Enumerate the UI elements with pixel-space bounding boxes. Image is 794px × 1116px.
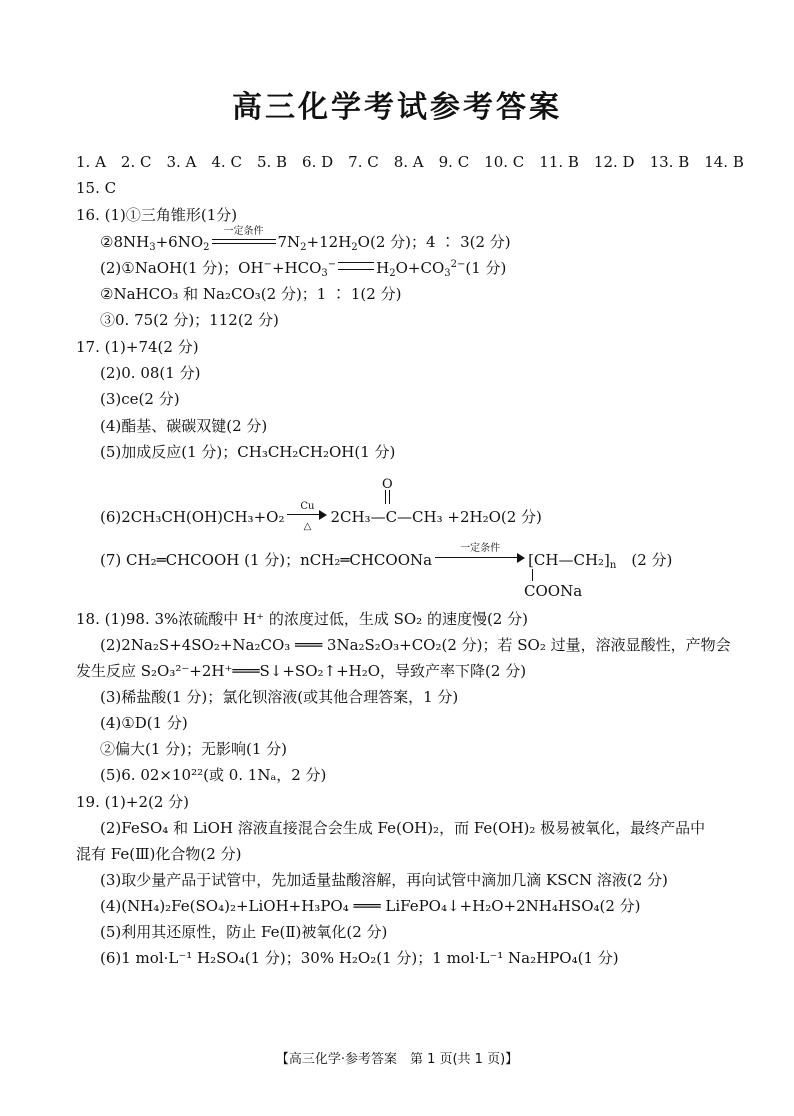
polymerisation-arrow: 一定条件 <box>435 551 525 563</box>
q16-line-5: ③0. 75(2 分)；112(2 分) <box>100 311 279 329</box>
q17-line-7: (7) CH₂═CHCOOH (1 分)；nCH₂═CHCOONa 一定条件 $[CH—CH_2]_n$ (2 分) <box>100 543 673 571</box>
q19-line-3: 混有 Fe(Ⅲ)化合物(2 分) <box>76 845 242 863</box>
q17-line-5: (5)加成反应(1 分)；CH₃CH₂CH₂OH(1 分) <box>100 443 396 461</box>
ketone-double-bond-right <box>389 490 390 504</box>
q19-line-1: 19. (1)+2(2 分) <box>76 793 189 811</box>
q19-line-2: (2)FeSO₄ 和 LiOH 溶液直接混合会生成 Fe(OH)₂，而 Fe(OH)₂ 极易被氧化，最终产品中 <box>100 819 706 837</box>
q19-line-7: (6)1 mol·L⁻¹ H₂SO₄(1 分)；30% H₂O₂(1 分)；1 mol·L⁻¹ Na₂HPO₄(1 分) <box>100 949 619 967</box>
mc-answers-line-2: 15. C <box>76 179 117 197</box>
q17-line-2: (2)0. 08(1 分) <box>100 364 201 382</box>
equals-sign <box>338 262 374 270</box>
ketone-double-bond-left <box>385 490 386 504</box>
ketone-oxygen-label: O <box>382 477 393 492</box>
q18-line-6: ②偏大(1 分)；无影响(1 分) <box>100 740 288 758</box>
side-chain-bond <box>532 569 533 581</box>
q19-line-5: (4)(NH₄)₂Fe(SO₄)₂+LiOH+H₃PO₄ ═══ LiFePO₄↓+H₂O+2NH₄HSO₄(2 分) <box>100 897 641 915</box>
q18-line-1: 18. (1)98. 3%浓硫酸中 H⁺ 的浓度过低，生成 SO₂ 的速度慢(2 分) <box>76 610 528 628</box>
q18-line-5: (4)①D(1 分) <box>100 714 188 732</box>
q18-line-2: (2)2Na₂S+4SO₂+Na₂CO₃ ═══ 3Na₂S₂O₃+CO₂(2 分)；若 SO₂ 过量，溶液显酸性，产物会 <box>100 636 731 654</box>
page-title: 高三化学考试参考答案 <box>232 90 562 125</box>
q19-line-6: (5)利用其还原性，防止 Fe(Ⅱ)被氧化(2 分) <box>100 923 388 941</box>
q17-line-1: 17. (1)+74(2 分) <box>76 338 199 356</box>
q17-line-3: (3)ce(2 分) <box>100 390 180 408</box>
mc-answers-line-1: 1. A 2. C 3. A 4. C 5. B 6. D 7. C 8. A 9. C 10. C 11. B 12. D 13. B 14. B <box>76 153 744 171</box>
q19-line-4: (3)取少量产品于试管中，先加适量盐酸溶解，再向试管中滴加几滴 KSCN 溶液(2 分) <box>100 871 668 889</box>
side-chain-label: COONa <box>524 582 583 600</box>
catalyst-arrow: Cu △ <box>287 508 327 520</box>
q16-line-3: (2)①NaOH(1 分)；$OH^-+HCO_3^-$ $H_2O+CO_3^{2-}(1$ 分) <box>100 259 507 279</box>
q17-line-6: (6)2CH₃CH(OH)CH₃+O₂ Cu △ 2CH₃—C—CH₃ +2H₂O(2 分) <box>100 501 542 532</box>
q16-line-2: $②8NH_3+6NO_2$ 一定条件 $7N_2+12H_2O(2$ 分)；4 ∶ 3(2 分) <box>100 226 511 253</box>
q16-line-4: ②NaHCO₃ 和 Na₂CO₃(2 分)；1 ∶ 1(2 分) <box>100 285 402 303</box>
q18-line-3: 发生反应 S₂O₃²⁻+2H⁺═══S↓+SO₂↑+H₂O，导致产率下降(2 分) <box>76 662 527 680</box>
q18-line-7: (5)6. 02×10²²(或 0. 1Nₐ，2 分) <box>100 766 327 784</box>
page-footer: 【高三化学·参考答案 第 1 页(共 1 页)】 <box>275 1052 519 1067</box>
q18-line-4: (3)稀盐酸(1 分)；氯化钡溶液(或其他合理答案，1 分) <box>100 688 459 706</box>
equilibrium-sign: 一定条件 <box>212 233 276 245</box>
q17-line-4: (4)酯基、碳碳双键(2 分) <box>100 417 268 435</box>
q16-line-1: 16. (1)①三角锥形(1分) <box>76 206 238 224</box>
